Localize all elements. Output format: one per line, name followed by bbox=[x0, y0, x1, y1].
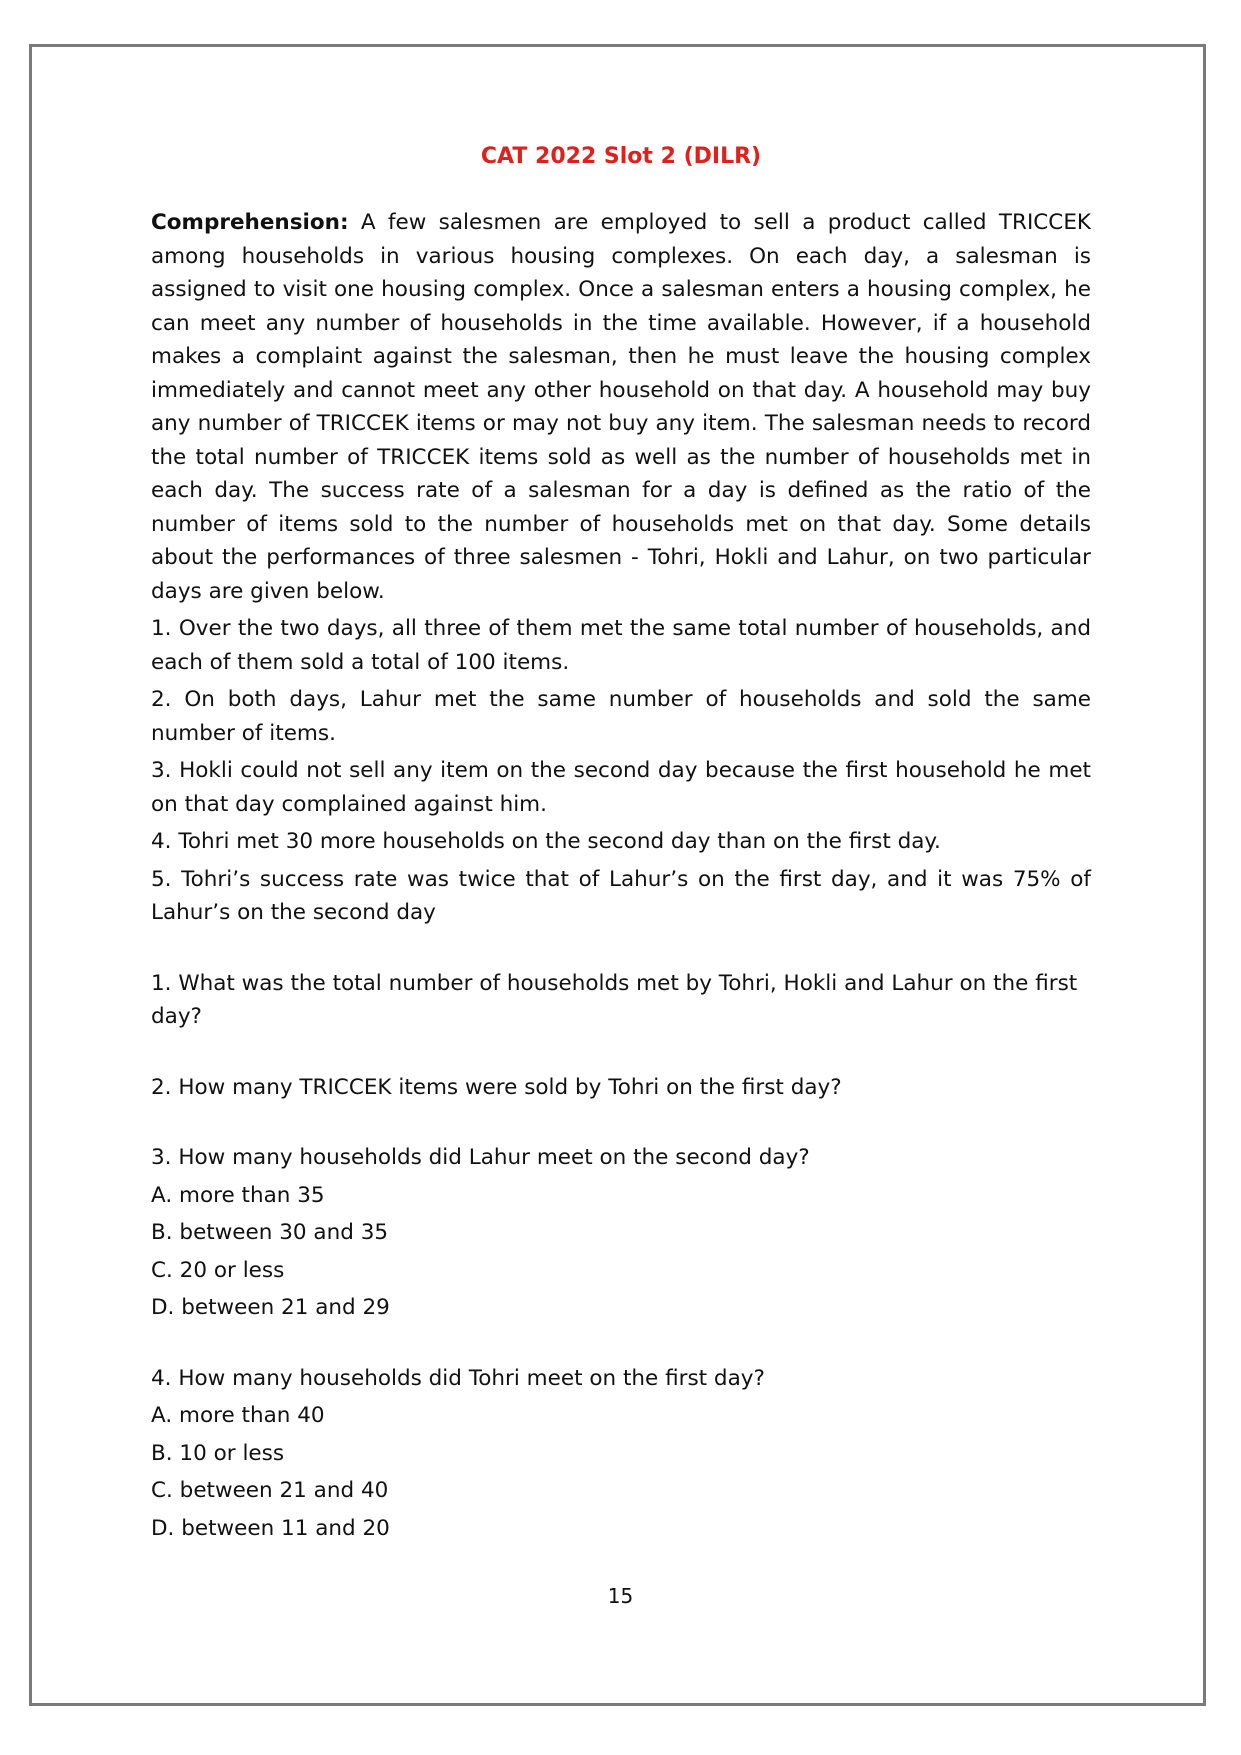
condition-item: 4. Tohri met 30 more households on the second day than on the first day. bbox=[151, 829, 941, 854]
answer-option: D. between 11 and 20 bbox=[151, 1515, 390, 1541]
comprehension-paragraph bbox=[151, 206, 1091, 608]
question-2 bbox=[151, 1071, 1091, 1105]
question-1 bbox=[151, 967, 1091, 1034]
answer-option: D. between 21 and 29 bbox=[151, 1295, 390, 1320]
condition-item: 3. Hokli could not sell any item on the second day because the first household he met on that day complained against him. bbox=[151, 758, 1091, 817]
question-text: 3. How many households did Lahur meet on the second day? bbox=[151, 1145, 810, 1170]
page-number: 15 bbox=[607, 1584, 634, 1608]
conditions-list bbox=[151, 612, 1091, 930]
answer-option: A. more than 40 bbox=[151, 1403, 325, 1428]
comprehension-text: A few salesmen are employed to sell a product called TRICCEK among households in various housing complexes. On each day, a salesman is assigned to visit one housing complex. Once a salesman enters a housing complex, he can meet any number of households in the time available. However, if a household makes a complaint against the salesman, then he must leave the housing complex immediately and cannot meet any other household on that day. A household may buy any number of TRICCEK items or may not buy any item. The salesman needs to record the total number of TRICCEK items sold as well as the number of households met in each day. The success rate of a salesman for a day is defined as the ratio of the number of items sold to the number of households met on that day. Some details about the performances of three salesmen - Tohri, Hokli and Lahur, on two particular days are given below. bbox=[151, 210, 1091, 604]
answer-option: A. more than 35 bbox=[151, 1182, 325, 1208]
condition-item: 1. Over the two days, all three of them met the same total number of households, and each of them sold a total of 100 items. bbox=[151, 616, 1091, 675]
question-text: 4. How many households did Tohri meet on the first day? bbox=[151, 1365, 765, 1391]
answer-option: B. between 30 and 35 bbox=[151, 1220, 389, 1245]
answer-option: B. 10 or less bbox=[151, 1440, 285, 1466]
questions-list bbox=[151, 967, 1091, 1546]
comprehension-label: Comprehension: bbox=[151, 210, 349, 235]
question-text: 2. How many TRICCEK items were sold by Tohri on the first day? bbox=[151, 1074, 842, 1100]
condition-item: 2. On both days, Lahur met the same number of households and sold the same number of items. bbox=[151, 687, 1091, 746]
question-text: 1. What was the total number of households met by Tohri, Hokli and Lahur on the first day? bbox=[151, 970, 1078, 1029]
answer-option: C. 20 or less bbox=[151, 1257, 285, 1283]
question-3 bbox=[151, 1141, 1091, 1325]
condition-item: 5. Tohri’s success rate was twice that of Lahur’s on the first day, and it was 75% of Lahur’s on the second day bbox=[151, 866, 1091, 925]
document-content bbox=[151, 140, 1091, 1545]
question-4 bbox=[151, 1362, 1091, 1546]
page-title: CAT 2022 Slot 2 (DILR) bbox=[480, 144, 762, 169]
answer-option: C. between 21 and 40 bbox=[151, 1478, 389, 1503]
